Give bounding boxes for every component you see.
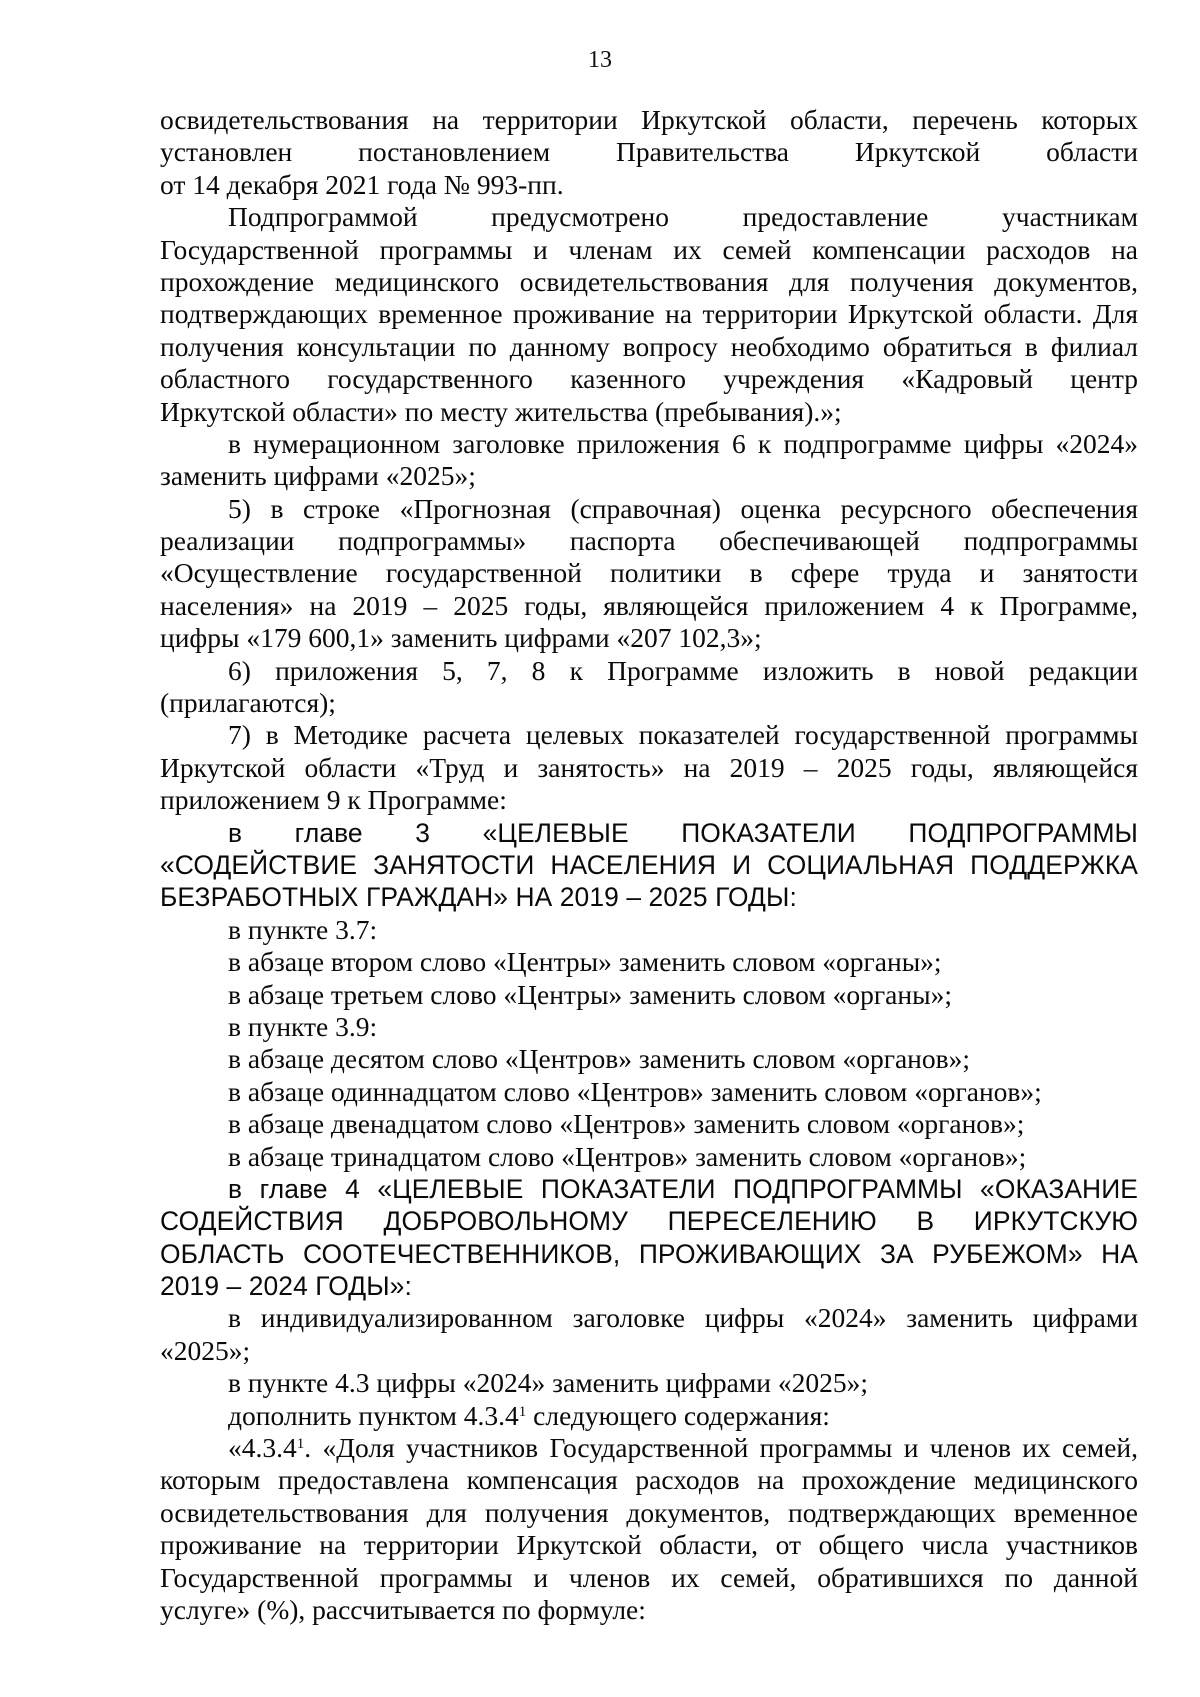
text-line: [160, 493, 1138, 525]
text-line: [160, 1238, 1138, 1270]
text-line: [160, 1108, 1138, 1140]
line-text: 6) приложения 5, 7, 8 к Программе изложить в новой редакции: [228, 654, 1138, 686]
line-text: в абзаце тринадцатом слово «Центров» заменить словом «органов»;: [228, 1140, 1027, 1172]
text-line: [160, 590, 1138, 622]
text-line: [160, 363, 1138, 395]
document-body: [160, 104, 1138, 1626]
text-line: [160, 1594, 1138, 1626]
line-text: услуге» (%), рассчитывается по формуле:: [160, 1593, 646, 1625]
text-line: [160, 914, 1138, 946]
line-text: БЕЗРАБОТНЫХ ГРАЖДАН» НА 2019 – 2025 ГОДЫ:: [160, 882, 797, 913]
line-text: населения» на 2019 – 2025 годы, являющейся приложением 4 к Программе,: [160, 589, 1138, 621]
line-text-continued: . «Доля участников Государственной программы и членов их семей,: [304, 1432, 1138, 1464]
line-text: (прилагаются);: [160, 687, 336, 719]
text-line: [160, 1141, 1138, 1173]
text-line: [160, 1367, 1138, 1399]
text-line: [160, 557, 1138, 589]
text-line: [160, 946, 1138, 978]
line-text: в абзаце одиннадцатом слово «Центров» заменить словом «органов»;: [228, 1075, 1042, 1107]
line-text: Иркутской области» по месту жительства (пребывания).»;: [160, 395, 842, 427]
text-line: [160, 460, 1138, 492]
line-text: «СОДЕЙСТВИЕ ЗАНЯТОСТИ НАСЕЛЕНИЯ И СОЦИАЛЬНАЯ ПОДДЕРЖКА: [160, 849, 1138, 880]
line-text: заменить цифрами «2025»;: [160, 460, 476, 492]
line-text: в абзаце десятом слово «Центров» заменить словом «органов»;: [228, 1043, 971, 1075]
line-text: в пункте 4.3 цифры «2024» заменить цифрами «2025»;: [228, 1367, 869, 1399]
text-line: [160, 784, 1138, 816]
text-line: [160, 396, 1138, 428]
text-line: [160, 1205, 1138, 1237]
line-text-continued: следующего содержания:: [526, 1399, 830, 1431]
text-line: [160, 298, 1138, 330]
text-line: [160, 1562, 1138, 1594]
superscript: 1: [518, 1403, 527, 1420]
text-line: [160, 1400, 1138, 1432]
line-text: в пункте 3.7:: [228, 913, 378, 945]
text-line: [160, 1497, 1138, 1529]
line-text: от 14 декабря 2021 года № 993-пп.: [160, 168, 564, 200]
line-text: ОБЛАСТЬ СООТЕЧЕСТВЕННИКОВ, ПРОЖИВАЮЩИХ ЗА РУБЕЖОМ» НА: [160, 1238, 1138, 1269]
text-line: [160, 979, 1138, 1011]
line-text: реализации подпрограммы» паспорта обеспечивающей подпрограммы: [160, 525, 1138, 557]
superscript: 1: [296, 1436, 305, 1453]
line-text: «Осуществление государственной политики в сфере труда и занятости: [160, 557, 1138, 589]
line-text: 2019 – 2024 ГОДЫ»:: [160, 1271, 412, 1302]
text-line: [160, 169, 1138, 201]
text-line: [160, 1464, 1138, 1496]
text-line: [160, 849, 1138, 881]
text-line: [160, 687, 1138, 719]
text-line: [160, 201, 1138, 233]
line-text: приложением 9 к Программе:: [160, 784, 507, 816]
line-text: цифры «179 600,1» заменить цифрами «207 102,3»;: [160, 622, 762, 654]
line-text: в абзаце втором слово «Центры» заменить словом «органы»;: [228, 946, 942, 978]
line-text: Государственной программы и членам их семей компенсации расходов на: [160, 233, 1138, 265]
line-text: в пункте 3.9:: [228, 1010, 378, 1042]
line-text: Подпрограммой предусмотрено предоставление участникам: [228, 201, 1138, 233]
page-number: 13: [588, 47, 612, 73]
text-line: [160, 136, 1138, 168]
line-text: в абзаце третьем слово «Центры» заменить словом «органы»;: [228, 978, 952, 1010]
line-text: прохождение медицинского освидетельствования для получения документов,: [160, 265, 1138, 297]
line-text: 7) в Методике расчета целевых показателей государственной программы: [228, 719, 1138, 751]
line-text: подтверждающих временное проживание на территории Иркутской области. Для: [160, 298, 1138, 330]
line-text: освидетельствования на территории Иркутской области, перечень которых: [160, 104, 1138, 135]
line-text: в главе 3 «ЦЕЛЕВЫЕ ПОКАЗАТЕЛИ ПОДПРОГРАММЫ: [228, 817, 1138, 848]
text-line: [160, 104, 1138, 136]
line-text: в индивидуализированном заголовке цифры «2024» заменить цифрами: [228, 1302, 1138, 1334]
line-text: в главе 4 «ЦЕЛЕВЫЕ ПОКАЗАТЕЛИ ПОДПРОГРАММЫ «ОКАЗАНИЕ: [228, 1173, 1138, 1204]
line-text: областного государственного казенного учреждения «Кадровый центр: [160, 363, 1138, 395]
text-line: [160, 719, 1138, 751]
text-line: [160, 817, 1138, 849]
text-line: [160, 1043, 1138, 1075]
text-line: [160, 525, 1138, 557]
line-text: дополнить пунктом 4.3.4: [228, 1399, 519, 1431]
text-line: [160, 1076, 1138, 1108]
line-text: СОДЕЙСТВИЯ ДОБРОВОЛЬНОМУ ПЕРЕСЕЛЕНИЮ В ИРКУТСКУЮ: [160, 1206, 1138, 1237]
line-text: установлен постановлением Правительства Иркутской области: [160, 136, 1138, 168]
line-text: Иркутской области «Труд и занятость» на 2019 – 2025 годы, являющейся: [160, 751, 1138, 783]
line-text: в нумерационном заголовке приложения 6 к подпрограмме цифры «2024»: [228, 427, 1138, 459]
line-text: освидетельствования для получения документов, подтверждающих временное: [160, 1496, 1138, 1528]
line-text: проживание на территории Иркутской области, от общего числа участников: [160, 1529, 1138, 1561]
text-line: [160, 622, 1138, 654]
text-line: [160, 331, 1138, 363]
text-line: [160, 655, 1138, 687]
text-line: [160, 1335, 1138, 1367]
text-line: [160, 428, 1138, 460]
text-line: [160, 1011, 1138, 1043]
text-line: [160, 752, 1138, 784]
line-text: Государственной программы и членов их семей, обратившихся по данной: [160, 1561, 1138, 1593]
line-text: «2025»;: [160, 1334, 251, 1366]
text-line: [160, 234, 1138, 266]
line-text: получения консультации по данному вопросу необходимо обратиться в филиал: [160, 330, 1138, 362]
text-line: [160, 1529, 1138, 1561]
text-line: [160, 1270, 1138, 1302]
line-text: «4.3.4: [228, 1432, 297, 1464]
text-line: [160, 1173, 1138, 1205]
text-line: [160, 1432, 1138, 1464]
text-line: [160, 1302, 1138, 1334]
text-line: [160, 266, 1138, 298]
line-text: которым предоставлена компенсация расходов на прохождение медицинского: [160, 1464, 1138, 1496]
line-text: 5) в строке «Прогнозная (справочная) оценка ресурсного обеспечения: [228, 492, 1138, 524]
line-text: в абзаце двенадцатом слово «Центров» заменить словом «органов»;: [228, 1108, 1025, 1140]
text-line: [160, 881, 1138, 913]
